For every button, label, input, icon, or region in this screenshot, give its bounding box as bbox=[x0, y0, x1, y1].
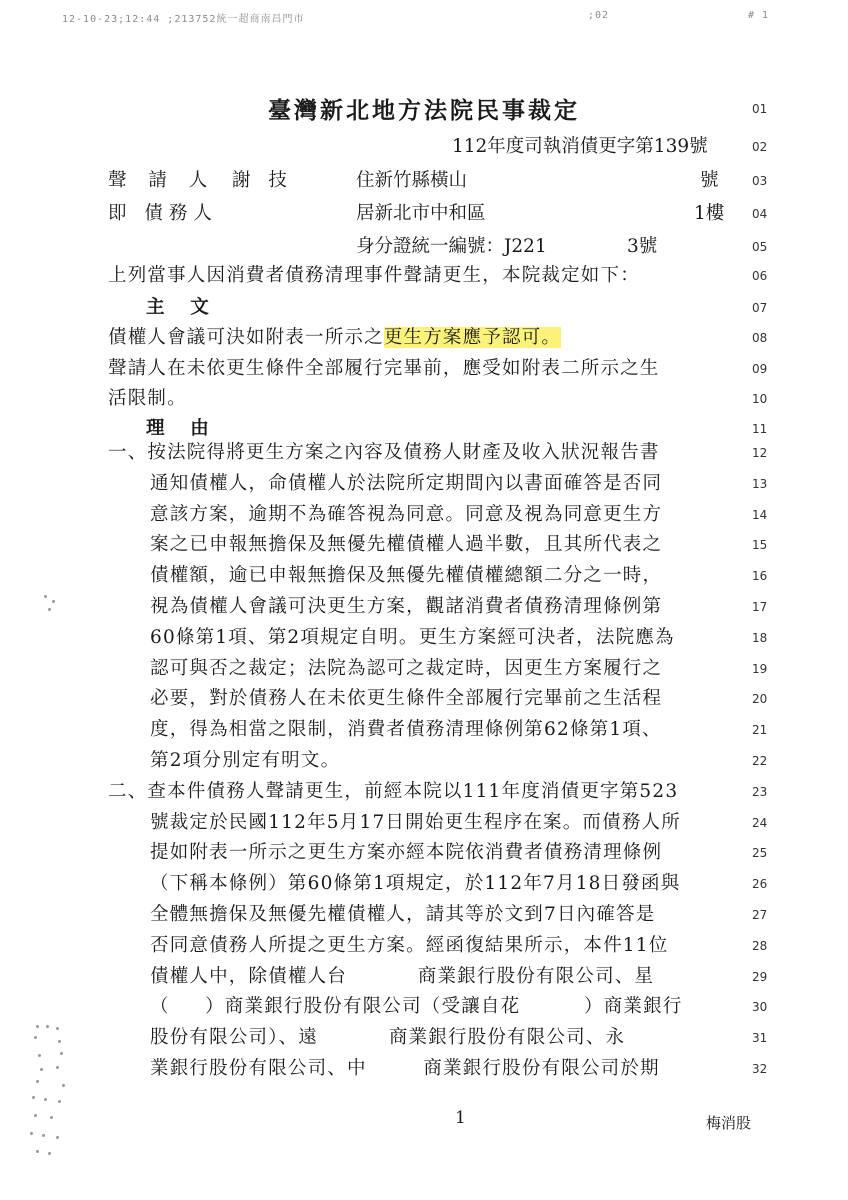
court-unit: 梅消股 bbox=[706, 1114, 752, 1132]
id-number-line: 身分證統一編號：J221 bbox=[356, 236, 547, 257]
redaction bbox=[552, 234, 622, 260]
redaction bbox=[510, 201, 676, 227]
reason-line: 認可與否之裁定；法院為認可之裁定時，因更生方案履行之 bbox=[150, 657, 663, 679]
line-number: 21 bbox=[752, 723, 768, 738]
case-number: 112年度司執消債更字第139號 bbox=[452, 136, 708, 157]
reason-heading: 理 由 bbox=[146, 418, 209, 439]
petitioner-address-end: 號 bbox=[700, 170, 719, 191]
reason-line: 債權人中，除債權人台 商業銀行股份有限公司、星 bbox=[150, 965, 655, 987]
redaction bbox=[492, 168, 642, 194]
line-number: 11 bbox=[752, 422, 768, 436]
line-number: 24 bbox=[752, 815, 768, 830]
line-number: 10 bbox=[752, 392, 768, 406]
debtor-label: 即 債務人 bbox=[108, 203, 218, 224]
line-number: 05 bbox=[752, 240, 768, 254]
debtor-address-end: 1樓 bbox=[694, 203, 725, 224]
line-number: 12 bbox=[752, 446, 768, 460]
intro-line: 上列當事人因消費者債務清理事件聲請更生，本院裁定如下： bbox=[108, 265, 640, 286]
line-number: 03 bbox=[752, 174, 768, 188]
reason-line: 業銀行股份有限公司、中 商業銀行股份有限公司於期 bbox=[150, 1058, 660, 1079]
line-number: 13 bbox=[752, 476, 768, 491]
line-number: 06 bbox=[752, 269, 768, 283]
reason-line: 提如附表一所示之更生方案亦經本院依消費者債務清理條例 bbox=[150, 842, 663, 864]
reason-line: 第2項分別定有明文。 bbox=[150, 750, 341, 771]
reason-line: （ ）商業銀行股份有限公司（受讓自花 ）商業銀行 bbox=[150, 996, 683, 1018]
line-number: 30 bbox=[752, 1000, 768, 1015]
line-number: 17 bbox=[752, 600, 768, 614]
debtor-address: 居新北市中和區 bbox=[356, 203, 486, 224]
main-heading: 主 文 bbox=[146, 297, 209, 318]
document-title: 臺灣新北地方法院民事裁定 bbox=[268, 97, 580, 124]
reason-line: 股份有限公司）、遠 商業銀行股份有限公司、永 bbox=[150, 1027, 626, 1049]
reason-line: 視為債權人會議可決更生方案，觀諸消費者債務清理條例第 bbox=[150, 596, 663, 617]
line-number: 23 bbox=[752, 784, 768, 799]
main-line-3: 活限制。 bbox=[108, 388, 187, 409]
line-number: 25 bbox=[752, 846, 768, 861]
page-number: 1 bbox=[455, 1108, 466, 1128]
id-number-end: 3號 bbox=[627, 236, 658, 257]
petitioner-name: 謝 技 bbox=[232, 170, 293, 191]
reason-line: 度，得為相當之限制，消費者債務清理條例第62條第1項、 bbox=[150, 719, 662, 741]
reason-line: 否同意債務人所提之更生方案。經函復結果所示，本件11位 bbox=[150, 934, 669, 956]
line-number: 02 bbox=[752, 140, 768, 154]
fax-header-right: # 1 bbox=[748, 10, 770, 21]
line-number: 22 bbox=[752, 754, 768, 768]
reason-line: 60條第1項、第2項規定自明。更生方案經可決者，法院應為 bbox=[150, 626, 675, 648]
line-number: 04 bbox=[752, 207, 768, 221]
reason-line: 債權額，逾已申報無擔保及無優先權債權總額二分之一時， bbox=[150, 565, 663, 587]
line-number: 14 bbox=[752, 507, 768, 522]
line-number: 27 bbox=[752, 908, 768, 922]
fax-header-left: 12-10-23;12:44 ;213752統一超商南昌門市 bbox=[62, 14, 305, 25]
main-line-2: 聲請人在未依更生條件全部履行完畢前，應受如附表二所示之生 bbox=[108, 358, 660, 379]
line-number: 09 bbox=[752, 362, 768, 376]
line-number: 31 bbox=[752, 1031, 768, 1046]
line-number: 01 bbox=[752, 102, 768, 116]
reason-line: 全體無擔保及無優先權債權人，請其等於文到7日內確答是 bbox=[150, 904, 656, 925]
reason-line: 一、按法院得將更生方案之內容及債務人財產及收入狀況報告書 bbox=[108, 442, 660, 463]
reason-line: （下稱本條例）第60條第1項規定，於112年7月18日發函與 bbox=[150, 873, 681, 895]
line-number: 15 bbox=[752, 538, 768, 553]
line-number: 07 bbox=[752, 301, 768, 315]
reason-line: 意該方案，逾期不為確答視為同意。同意及視為同意更生方 bbox=[150, 503, 663, 525]
fax-header-mid: ;02 bbox=[588, 10, 610, 21]
petitioner-address: 住新竹縣橫山 bbox=[356, 170, 468, 191]
line-number: 18 bbox=[752, 630, 768, 645]
reason-line: 二、查本件債務人聲請更生，前經本院以111年度消債更字第523 bbox=[108, 780, 679, 802]
reason-line: 案之已申報無擔保及無優先權債權人過半數，且其所代表之 bbox=[150, 534, 663, 556]
line-number: 08 bbox=[752, 331, 768, 345]
petitioner-label: 聲 請 人 bbox=[108, 170, 216, 191]
line-number: 20 bbox=[752, 692, 768, 707]
highlighted-text: 更生方案應予認可。 bbox=[383, 327, 562, 348]
reason-line: 號裁定於民國112年5月17日開始更生程序在案。而債務人所 bbox=[150, 811, 681, 833]
line-number: 29 bbox=[752, 969, 768, 984]
reason-line: 通知債權人，命債權人於法院所定期間內以書面確答是否同 bbox=[150, 472, 663, 494]
line-number: 28 bbox=[752, 938, 768, 953]
line-number: 19 bbox=[752, 661, 768, 676]
line-number: 32 bbox=[752, 1062, 768, 1076]
main-line-1-text: 債權人會議可決如附表一所示之 bbox=[108, 327, 384, 348]
reason-line: 必要，對於債務人在未依更生條件全部履行完畢前之生活程 bbox=[150, 688, 663, 710]
main-line-1 bbox=[108, 321, 561, 355]
line-number: 26 bbox=[752, 877, 768, 892]
line-number: 16 bbox=[752, 569, 768, 584]
